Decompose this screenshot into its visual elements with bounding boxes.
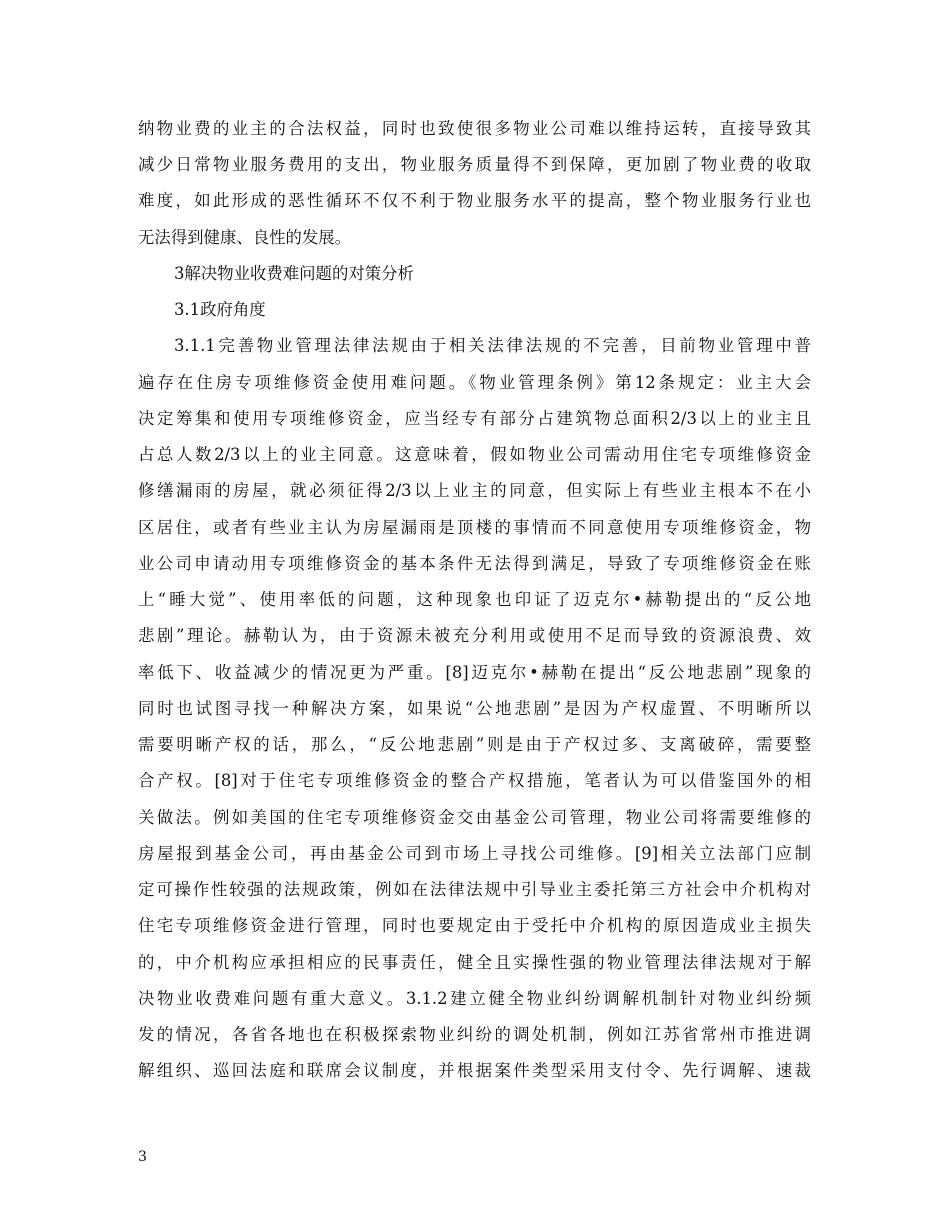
page-number: 3 bbox=[138, 1149, 147, 1165]
text-line: 的，中介机构应承担相应的民事责任，健全且实操性强的物业管理法律法规对于解 bbox=[138, 953, 811, 972]
text-line: 定可操作性较强的法规政策，例如在法律法规中引导业主委托第三方社会中介机构对 bbox=[138, 880, 811, 899]
text-line: 合产权。[8]对于住宅专项维修资金的整合产权措施，笔者认为可以借鉴国外的相 bbox=[138, 771, 811, 790]
text-line: 房屋报到基金公司，再由基金公司到市场上寻找公司维修。[9]相关立法部门应制 bbox=[138, 844, 811, 863]
text-line: 悲剧”理论。赫勒认为，由于资源未被充分利用或使用不足而导致的资源浪费、效 bbox=[138, 626, 811, 645]
text-line: 上“睡大觉”、使用率低的问题，这种现象也印证了迈克尔•赫勒提出的“反公地 bbox=[138, 590, 811, 609]
text-line: 修缮漏雨的房屋，就必须征得2/3以上业主的同意，但实际上有些业主根本不在小 bbox=[138, 481, 811, 500]
text-line: 发的情况，各省各地也在积极探索物业纠纷的调处机制，例如江苏省常州市推进调 bbox=[138, 1025, 811, 1044]
text-line: 占总人数2/3以上的业主同意。这意味着，假如物业公司需动用住宅专项维修资金 bbox=[138, 445, 811, 464]
text-line: 区居住，或者有些业主认为房屋漏雨是顶楼的事情而不同意使用专项维修资金，物 bbox=[138, 518, 811, 537]
text-line: 难度，如此形成的恶性循环不仅不利于物业服务水平的提高，整个物业服务行业也 bbox=[138, 191, 811, 210]
text-line: 同时也试图寻找一种解决方案，如果说“公地悲剧”是因为产权虚置、不明晰所以 bbox=[138, 699, 811, 718]
text-line: 需要明晰产权的话，那么，“反公地悲剧”则是由于产权过多、支离破碎，需要整 bbox=[138, 735, 811, 754]
text-line: 住宅专项维修资金进行管理，同时也要规定由于受托中介机构的原因造成业主损失 bbox=[138, 916, 811, 935]
subsection-heading: 3.1政府角度 bbox=[174, 300, 266, 319]
text-line: 业公司申请动用专项维修资金的基本条件无法得到满足，导致了专项维修资金在账 bbox=[138, 554, 811, 573]
text-line: 减少日常物业服务费用的支出，物业服务质量得不到保障，更加剧了物业费的收取 bbox=[138, 155, 811, 174]
text-line: 关做法。例如美国的住宅专项维修资金交由基金公司管理，物业公司将需要维修的 bbox=[138, 808, 811, 827]
text-line: 率低下、收益减少的情况更为严重。[8]迈克尔•赫勒在提出“反公地悲剧”现象的 bbox=[138, 663, 811, 682]
text-line: 纳物业费的业主的合法权益，同时也致使很多物业公司难以维持运转，直接导致其 bbox=[138, 119, 811, 138]
text-line: 决定筹集和使用专项维修资金，应当经专有部分占建筑物总面积2/3以上的业主且 bbox=[138, 409, 811, 428]
text-line: 无法得到健康、良性的发展。 bbox=[138, 228, 352, 247]
section-heading: 3解决物业收费难问题的对策分析 bbox=[174, 264, 414, 283]
text-line: 决物业收费难问题有重大意义。3.1.2建立健全物业纠纷调解机制针对物业纠纷频 bbox=[138, 989, 811, 1008]
text-line: 解组织、巡回法庭和联席会议制度，并根据案件类型采用支付令、先行调解、速裁 bbox=[138, 1061, 811, 1080]
text-line: 遍存在住房专项维修资金使用难问题。《物业管理条例》第12条规定：业主大会 bbox=[138, 373, 811, 392]
text-line: 3.1.1完善物业管理法律法规由于相关法律法规的不完善，目前物业管理中普 bbox=[174, 336, 811, 355]
